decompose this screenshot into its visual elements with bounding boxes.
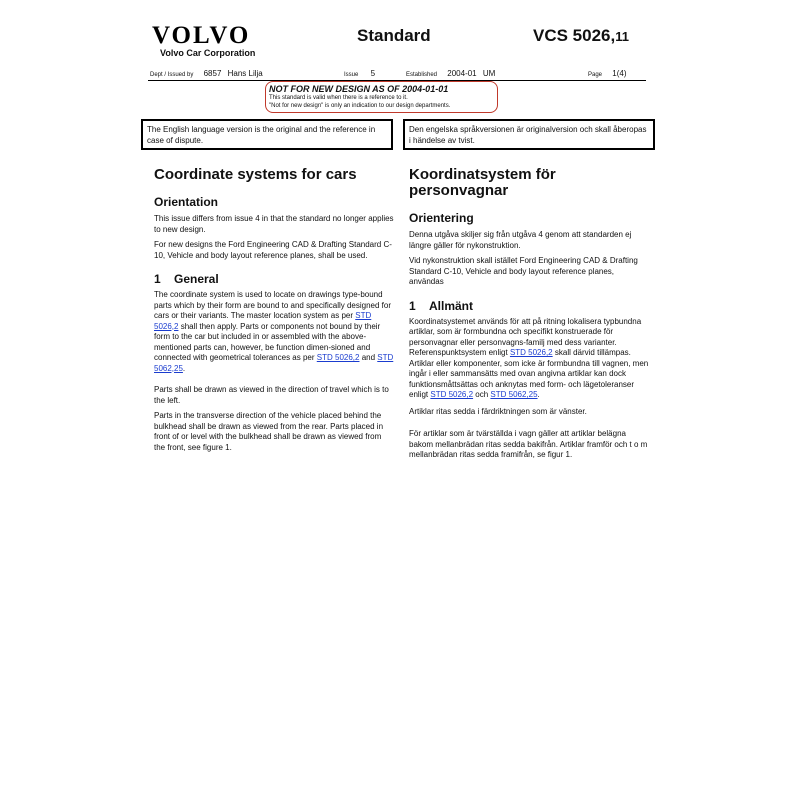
dept-value: 6857: [203, 69, 222, 78]
std-5062-25-link[interactable]: STD 5062,25: [154, 353, 394, 373]
std-5026-2-link[interactable]: STD 5026,2: [316, 353, 360, 362]
swedish-section-number: 1: [409, 298, 416, 313]
issue-value: 5: [370, 69, 376, 78]
english-general-p1-text-d: .: [182, 363, 186, 373]
english-orientation-heading: Orientation: [154, 195, 219, 209]
swedish-general-p3: För artiklar som är tvärställda i vagn gäller att artiklar belägna bakom mellanbrädan ritas sedda bakifrån. Artiklar framför och t o m mellanbrädan ritas sedda framifrån, se figur 1.: [409, 429, 648, 459]
english-orientation-p2: For new designs the Ford Engineering CAD & Drafting Standard C-10, Vehicle and body layout reference planes, shall be used.: [154, 240, 392, 260]
notice-line-1: This standard is valid when there is a reference to it.: [269, 95, 408, 101]
std-5026-2-link[interactable]: STD 5026,2: [430, 390, 474, 399]
std-5026-2-link[interactable]: STD 5026,2: [509, 348, 553, 357]
notice-line-2: "Not for new design" is only an indication to our design departments.: [269, 102, 451, 109]
english-column: [154, 167, 394, 453]
english-general-p1-text-b: shall then apply. Parts or components not bound by their form to the car but included in or assembled with the above-mentioned parts can, however, be function dimen-sioned and connected with geometrical tolerances as per: [154, 321, 381, 362]
dept-field: [150, 69, 263, 78]
document-type: Standard: [357, 26, 431, 45]
english-general-p1: [154, 290, 394, 374]
swedish-section-title: Allmänt: [429, 298, 474, 313]
notice-title: NOT FOR NEW DESIGN AS OF 2004-01-01: [269, 84, 449, 94]
english-section-title: General: [174, 272, 219, 286]
swedish-orientation-heading: Orientering: [409, 211, 474, 225]
established-by-value: UM: [482, 69, 496, 78]
swedish-orientation-p1: Denna utgåva skiljer sig från utgåva 4 genom att standarden ej längre gäller för nykonstruktion.: [409, 230, 632, 250]
swedish-column: [409, 167, 649, 461]
english-general-p1-text-c: and: [359, 353, 378, 362]
swedish-orientation-p2: Vid nykonstruktion skall istället Ford Engineering CAD & Drafting Standard C-10, Vehicle and body layout reference planes, användas: [409, 256, 638, 286]
english-general-p3: Parts in the transverse direction of the vehicle placed behind the bulkhead shall be drawn as viewed from the rear. Parts placed in front of or level with the bulkhead shall be drawn as viewed from the front, see figure 1.: [154, 411, 384, 452]
swedish-general-p1-text-c: och: [473, 390, 491, 399]
swedish-general-p1: [409, 317, 649, 401]
established-label: Established: [406, 72, 438, 78]
english-general-p2: Parts shall be drawn as viewed in the direction of travel which is to the left.: [154, 385, 389, 405]
english-section-number: 1: [154, 272, 161, 286]
swedish-title: Koordinatsystem för personvagnar: [409, 166, 556, 199]
std-5026-2-link[interactable]: STD 5026,2: [154, 311, 372, 331]
established-value: 2004-01: [447, 69, 477, 78]
document-number: [533, 26, 629, 46]
corporation-name: Volvo Car Corporation: [160, 48, 256, 58]
dept-label: Dept / Issued by: [150, 72, 194, 78]
swedish-general-p2: Artiklar ritas sedda i färdriktningen som är vänster.: [409, 406, 587, 416]
english-section-heading: [154, 272, 394, 286]
language-note-sv: Den engelska språkversionen är originalversion och skall åberopas i händelse av tvist.: [403, 119, 655, 150]
english-general-p1-text-a: The coordinate system is used to locate on drawings type-bound parts which by their form are bound to and specifically designed for cars or their variants. The master location system as per: [154, 290, 392, 320]
language-note-en: The English language version is the original and the reference in case of dispute.: [141, 119, 393, 150]
established-field: [406, 69, 495, 78]
std-5062-25-link[interactable]: STD 5062,25: [490, 390, 538, 399]
swedish-general-p1-text-b: skall därvid tillämpas. Artiklar eller komponenter, som icke är formbundna till vagnen, men ingår i eller sammansätts med ovan angivna artiklar kan dock funktionsmåttsättas och anknytas med form- och lägetoleranser enligt: [409, 348, 649, 399]
document-number-suffix: 11: [615, 29, 629, 44]
issue-label: Issue: [344, 72, 359, 78]
swedish-general-p1-text-a: Koordinatsystemet används för att på ritning lokalisera typbundna artiklar, som är formbundna och specifikt konstruerade för personvagnar eller personvagns-familj med dess varianter. Referenspunktsystem enligt: [409, 316, 642, 357]
document-number-main: VCS 5026,: [533, 26, 616, 45]
page-field: [588, 69, 626, 78]
english-orientation-p1: This issue differs from issue 4 in that the standard no longer applies to new design.: [154, 214, 394, 234]
page-value: 1(4): [612, 69, 627, 78]
issue-field: [344, 69, 375, 78]
volvo-logo: VOLVO: [152, 22, 251, 49]
swedish-general-p1-text-d: .: [537, 390, 540, 399]
issuer-value: Hans Lilja: [227, 69, 263, 78]
swedish-section-heading: [409, 299, 649, 313]
page-label: Page: [588, 72, 603, 78]
not-for-new-design-notice: [265, 81, 498, 113]
english-title: Coordinate systems for cars: [154, 166, 357, 183]
